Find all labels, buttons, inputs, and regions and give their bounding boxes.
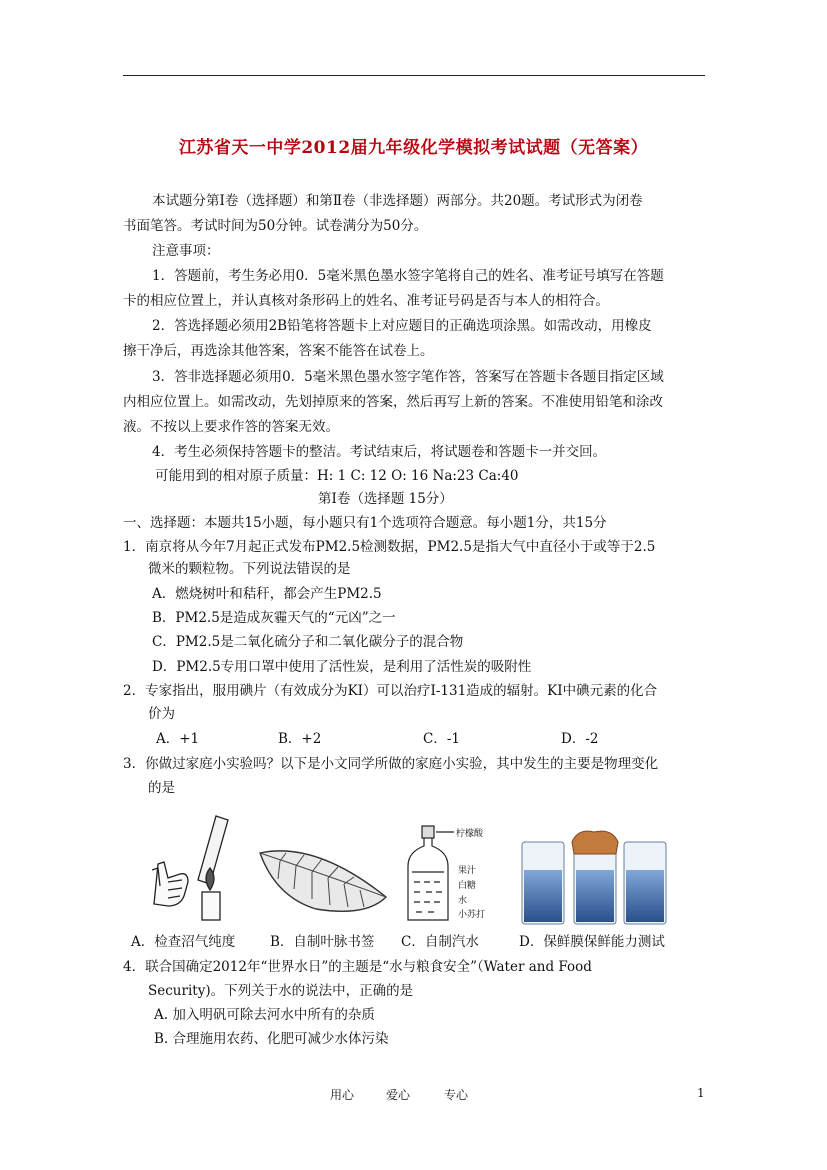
notice-item: 液。不按以上要求作答的答案无效。 [123,419,339,435]
notice-item: 3．答非选择题必须用0．5毫米黑色墨水签字笔作答，答案写在答题卡各题目指定区域 [152,369,664,385]
footer-middle: 爱心 [386,1088,411,1102]
question-3-stem: 的是 [148,780,175,796]
notice-item: 卡的相应位置上，并认真核对条形码上的姓名、准考证号码是否与本人的相符合。 [123,293,609,309]
question-1-option-c: C．PM2.5是二氧化硫分子和二氧化碳分子的混合物 [152,634,464,650]
question-3-stem: 3．你做过家庭小实验吗？以下是小文同学所做的家庭小实验，其中发生的主要是物理变化 [123,756,659,772]
atomic-mass-line: 可能用到的相对原子质量：H: 1 C: 12 O: 16 Na:23 Ca:40 [155,468,519,484]
intro-line: 书面笔答。考试时间为50分钟。试卷满分为50分。 [123,218,428,234]
page-title: 江苏省天一中学2012届九年级化学模拟考试试题（无答案） [178,138,649,158]
part-header: 一、选择题：本题共15小题，每小题只有1个选项符合题意。每小题1分，共15分 [123,515,607,531]
question-2-stem: 价为 [148,706,175,722]
question-3-option-c: C．自制汽水 [401,934,479,950]
notice-item: 4．考生必须保持答题卡的整洁。考试结束后，将试题卷和答题卡一并交回。 [152,444,607,460]
question-4-option-b: B. 合理施用农药、化肥可减少水体污染 [154,1031,389,1047]
figure-label-sugar: 白糖 [458,881,477,891]
figure-label-juice: 果汁 [458,866,477,876]
question-1-stem: 1．南京将从今年7月起正式发布PM2.5检测数据，PM2.5是指大气中直径小于或等于2.5 [123,539,656,555]
question-4-option-a: A. 加入明矾可除去河水中所有的杂质 [154,1007,375,1023]
figure-leaf-bookmark [256,845,392,923]
question-3-option-d: D．保鲜膜保鲜能力测试 [519,934,665,950]
intro-line: 本试题分第Ⅰ卷（选择题）和第Ⅱ卷（非选择题）两部分。共20题。考试形式为闭卷 [152,193,643,209]
header-rule [123,75,705,76]
question-2-option-c: C．-1 [423,731,460,747]
question-1-option-b: B．PM2.5是造成灰霾天气的“元凶”之一 [152,610,396,626]
page-number: 1 [697,1086,705,1100]
question-4-stem: 4．联合国确定2012年“世界水日”的主题是“水与粮食安全”（Water and Food [123,959,592,975]
question-4-stem: Security)。下列关于水的说法中，正确的是 [148,983,414,999]
notice-item: 2．答选择题必须用2B铅笔将答题卡上对应题目的正确选项涂黑。如需改动，用橡皮 [152,318,652,334]
question-1-stem: 微米的颗粒物。下列说法错误的是 [148,561,351,577]
question-1-option-a: A．燃烧树叶和秸秆，都会产生PM2.5 [152,586,382,602]
figure-gas-purity-check [138,812,246,922]
question-2-option-a: A．+1 [156,731,200,747]
notice-heading: 注意事项： [152,243,220,259]
footer-left: 用心 [330,1088,355,1102]
figure-label-citric-acid: 柠檬酸 [456,829,484,839]
figure-label-baking-soda: 小苏打 [458,910,486,920]
section-title: 第Ⅰ卷（选择题 15分） [318,491,453,507]
question-2-stem: 2．专家指出，服用碘片（有效成分为KI）可以治疗I-131造成的辐射。KI中碘元素的化合 [123,683,658,699]
figure-plastic-wrap-test [516,824,676,928]
question-3-option-a: A．检查沼气纯度 [131,934,236,950]
question-2-option-b: B．+2 [278,731,322,747]
footer-right: 专心 [444,1088,469,1102]
question-1-option-d: D．PM2.5专用口罩中使用了活性炭，是利用了活性炭的吸附性 [152,659,532,675]
notice-item: 内相应位置上。如需改动，先划掉原来的答案，然后再写上新的答案。不准使用铅笔和涂改 [123,394,663,410]
figure-label-water: 水 [458,896,468,906]
question-2-option-d: D．-2 [561,731,599,747]
notice-item: 1．答题前，考生务必用0．5毫米黑色墨水签字笔将自己的姓名、准考证号填写在答题 [152,268,664,284]
question-3-option-b: B．自制叶脉书签 [270,934,375,950]
notice-item: 擦干净后，再选涂其他答案，答案不能答在试卷上。 [123,343,434,359]
